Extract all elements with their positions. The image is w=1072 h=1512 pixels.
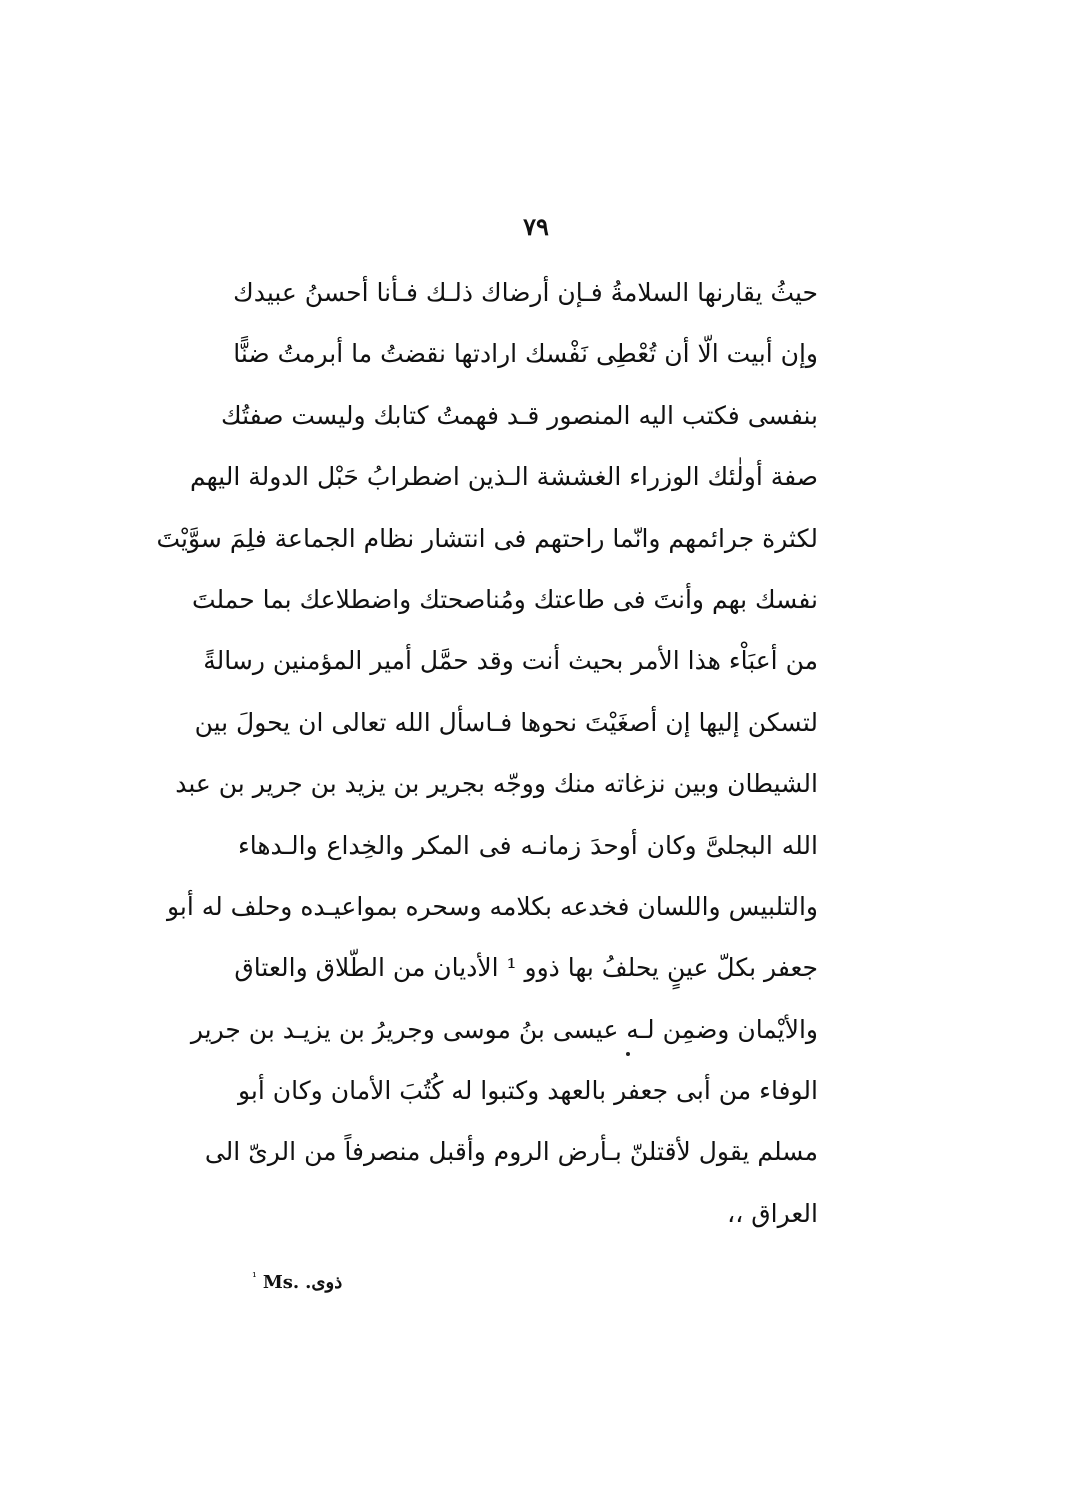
text-line: الوفاء من أبى جعفر بالعهد وكتبوا له كُتُبَ الأمان وكان أبو xyxy=(238,1076,818,1106)
text-line: صفة أولٰئك الوزراء الغششة الـذين اضطرابُ حَبْل الدولة اليهم xyxy=(190,462,818,492)
text-line: جعفر بكلّ عينٍ يحلفُ بها ذوو ¹ الأديان من الطّلاق والعتاق xyxy=(234,953,818,983)
text-line: مسلم يقول لأقتلنّ بـأرض الروم وأقبل منصرفاً من الرىّ الى xyxy=(204,1137,818,1167)
text-line: لكثرة جرائمهم وانّما راحتهم فى انتشار نظام الجماعة فلِمَ سوَّيْتَ xyxy=(156,523,818,553)
text-line: وإن أبيت الّا أن تُعْطِى نَفْسك ارادتها نقضتُ ما أبرمتُ ضنًّا xyxy=(233,339,818,369)
footnote-ms-label: Ms. xyxy=(262,1272,300,1293)
footnote-variant-word: ذوى. xyxy=(305,1272,343,1293)
text-line: والأيْمان وضمِن لـه عيسى بنُ موسى وجريرُ بن يزيـد بن جرير xyxy=(190,1014,818,1044)
footnote-mark: ¹ xyxy=(252,1270,257,1284)
text-line: والتلبيس واللسان فخدعه بكلامه وسحره بمواعيـده وحلف له أبو xyxy=(166,891,818,921)
text-line: بنفسى فكتب اليه المنصور قـد فهمتُ كتابك وليست صفتُك xyxy=(221,400,818,430)
text-line: الله البجلىَّ وكان أوحدَ زمانـه فى المكر والخِداع والـدهاء xyxy=(238,830,818,860)
text-line-last: العراق ،، xyxy=(727,1198,818,1228)
footnote xyxy=(252,1262,552,1298)
arabic-text-block xyxy=(156,262,818,1244)
text-line: نفسك بهم وأنتَ فى طاعتك ومُناصحتك واضطلاعك بما حملتَ xyxy=(191,584,818,614)
scan-speck xyxy=(626,1052,630,1056)
page-number: ٧٩ xyxy=(523,212,549,241)
text-line: لتسكن إليها إن أصغَيْتَ نحوها فـاسأل الله تعالى ان يحولَ بين xyxy=(194,707,818,737)
text-line: حيثُ يقارنها السلامةُ فـإن أرضاك ذلـك فـأنا أحسنُ عبيدك xyxy=(233,278,818,307)
text-line: الشيطان وبين نزغاته منك ووجّه بجرير بن يزيد بن جرير بن عبد xyxy=(175,769,818,799)
text-line: من أعبَاْء هذا الأمر بحيث أنت وقد حمَّل أمير المؤمنين رسالةً xyxy=(203,646,818,676)
